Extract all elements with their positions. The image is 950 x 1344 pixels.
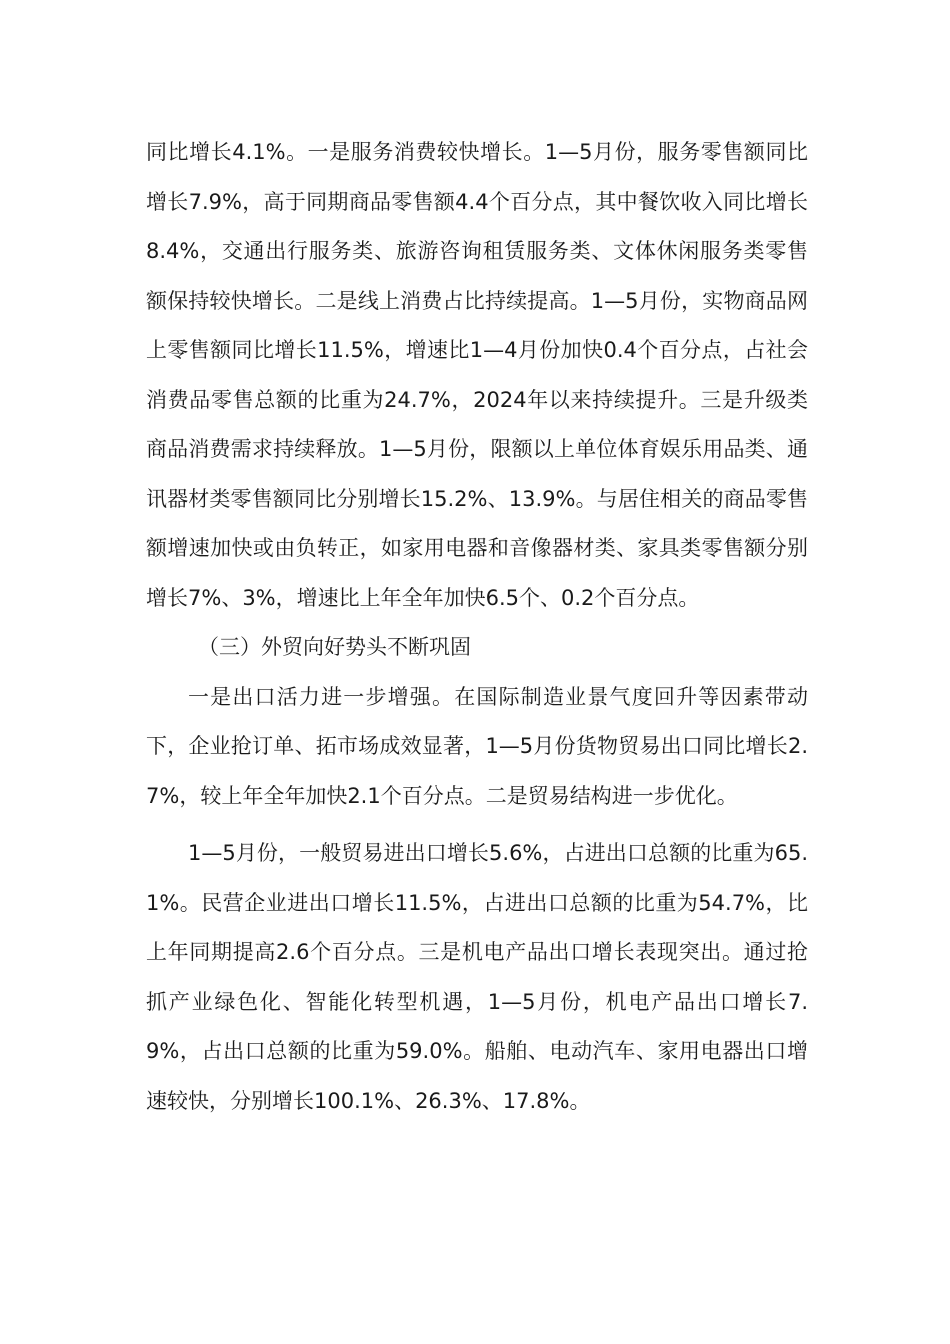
section-heading-foreign-trade: （三）外贸向好势头不断巩固 [198, 635, 471, 659]
paragraph-trade-structure: 1—5月份，一般贸易进出口增长5.6%，占进出口总额的比重为65.1%。民营企业进出口增长11.5%，占进出口总额的比重为54.7%，比上年同期提高2.6个百分点。三是机电产品出口增长表现突出。通过抢抓产业绿色化、智能化转型机遇，1—5月份，机电产品出口增长7.9%，占出口总额的比重为59.0%。船舶、电动汽车、家用电器出口增速较快，分别增长100.1%、26.3%、17.8%。 [146, 841, 808, 1113]
document-body [146, 128, 808, 1126]
paragraph-consumption: 同比增长4.1%。一是服务消费较快增长。1—5月份，服务零售额同比增长7.9%，高于同期商品零售额4.4个百分点，其中餐饮收入同比增长8.4%，交通出行服务类、旅游咨询租赁服务类、文体休闲服务类零售额保持较快增长。二是线上消费占比持续提高。1—5月份，实物商品网上零售额同比增长11.5%，增速比1—4月份加快0.4个百分点，占社会消费品零售总额的比重为24.7%，2024年以来持续提升。三是升级类商品消费需求持续释放。1—5月份，限额以上单位体育娱乐用品类、通讯器材类零售额同比分别增长15.2%、13.9%。与居住相关的商品零售额增速加快或由负转正，如家用电器和音像器材类、家具类零售额分别增长7%、3%，增速比上年全年加快6.5个、0.2个百分点。 [146, 140, 808, 610]
paragraph-export-vitality: 一是出口活力进一步增强。在国际制造业景气度回升等因素带动下，企业抢订单、拓市场成效显著，1—5月份货物贸易出口同比增长2.7%，较上年全年加快2.1个百分点。二是贸易结构进一步优化。 [146, 684, 808, 808]
